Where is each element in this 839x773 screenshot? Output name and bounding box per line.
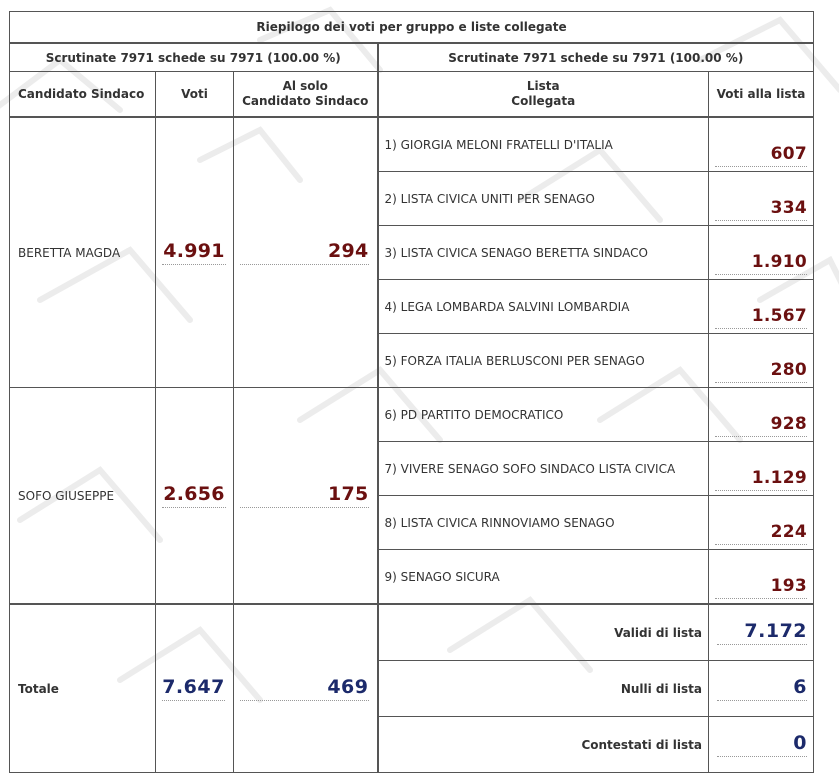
list-votes-cell — [709, 172, 814, 226]
list-votes-cell — [709, 334, 814, 388]
results-table — [9, 11, 814, 773]
list-votes-cell — [709, 117, 814, 172]
list-name: 3) LISTA CIVICA SENAGO BERETTA SINDACO — [378, 226, 709, 280]
totals-votes-cell — [156, 604, 234, 773]
column-header-candidate: Candidato Sindaco — [10, 72, 156, 118]
list-votes-cell — [709, 388, 814, 442]
list-votes: 607 — [715, 144, 807, 167]
totals-only-votes: 469 — [240, 676, 369, 701]
null-list-votes: 6 — [717, 676, 807, 701]
candidate-votes: 4.991 — [162, 240, 226, 265]
list-name: 5) FORZA ITALIA BERLUSCONI PER SENAGO — [378, 334, 709, 388]
list-votes: 1.910 — [715, 252, 807, 275]
list-votes-cell — [709, 496, 814, 550]
list-name: 7) VIVERE SENAGO SOFO SINDACO LISTA CIVICA — [378, 442, 709, 496]
table-row — [10, 117, 814, 172]
contested-list-cell — [709, 717, 814, 773]
table-row — [10, 388, 814, 442]
null-list-cell — [709, 661, 814, 717]
left-scrutiny-header: Scrutinate 7971 schede su 7971 (100.00 %) — [10, 43, 378, 72]
list-name: 8) LISTA CIVICA RINNOVIAMO SENAGO — [378, 496, 709, 550]
list-votes: 1.129 — [715, 468, 807, 491]
valid-list-cell — [709, 604, 814, 661]
column-header-only-line2: Candidato Sindaco — [242, 94, 369, 108]
valid-list-label: Validi di lista — [378, 604, 709, 661]
results-container — [9, 11, 813, 773]
totals-only-cell — [234, 604, 378, 773]
list-name: 4) LEGA LOMBARDA SALVINI LOMBARDIA — [378, 280, 709, 334]
list-votes-cell — [709, 442, 814, 496]
list-votes-cell — [709, 226, 814, 280]
null-list-label: Nulli di lista — [378, 661, 709, 717]
list-votes: 280 — [715, 360, 807, 383]
column-header-list-line2: Collegata — [511, 94, 576, 108]
contested-list-votes: 0 — [717, 732, 807, 757]
list-votes: 928 — [715, 414, 807, 437]
column-header-list — [378, 72, 709, 118]
candidate-name: SOFO GIUSEPPE — [10, 388, 156, 605]
candidate-votes: 2.656 — [162, 483, 226, 508]
column-header-only-line1: Al solo — [282, 79, 328, 93]
totals-row — [10, 604, 814, 661]
right-scrutiny-header: Scrutinate 7971 schede su 7971 (100.00 %) — [378, 43, 814, 72]
totals-votes: 7.647 — [162, 676, 225, 701]
list-name: 1) GIORGIA MELONI FRATELLI D'ITALIA — [378, 117, 709, 172]
candidate-votes-cell — [156, 117, 234, 388]
list-votes: 193 — [715, 576, 807, 599]
candidate-name: BERETTA MAGDA — [10, 117, 156, 388]
list-votes: 334 — [715, 198, 807, 221]
list-name: 2) LISTA CIVICA UNITI PER SENAGO — [378, 172, 709, 226]
contested-list-label: Contestati di lista — [378, 717, 709, 773]
column-header-votes: Voti — [156, 72, 234, 118]
candidate-only-votes-cell — [234, 388, 378, 605]
candidate-only-votes: 175 — [240, 483, 369, 508]
candidate-only-votes-cell — [234, 117, 378, 388]
list-votes: 224 — [715, 522, 807, 545]
candidate-only-votes: 294 — [240, 240, 369, 265]
column-header-list-votes: Voti alla lista — [709, 72, 814, 118]
candidate-votes-cell — [156, 388, 234, 605]
table-title: Riepilogo dei voti per gruppo e liste collegate — [10, 12, 814, 44]
column-header-only-candidate — [234, 72, 378, 118]
list-name: 9) SENAGO SICURA — [378, 550, 709, 605]
list-votes-cell — [709, 280, 814, 334]
list-name: 6) PD PARTITO DEMOCRATICO — [378, 388, 709, 442]
valid-list-votes: 7.172 — [717, 620, 807, 645]
list-votes: 1.567 — [715, 306, 807, 329]
column-header-list-line1: Lista — [526, 79, 560, 93]
list-votes-cell — [709, 550, 814, 605]
totals-label: Totale — [10, 604, 156, 773]
